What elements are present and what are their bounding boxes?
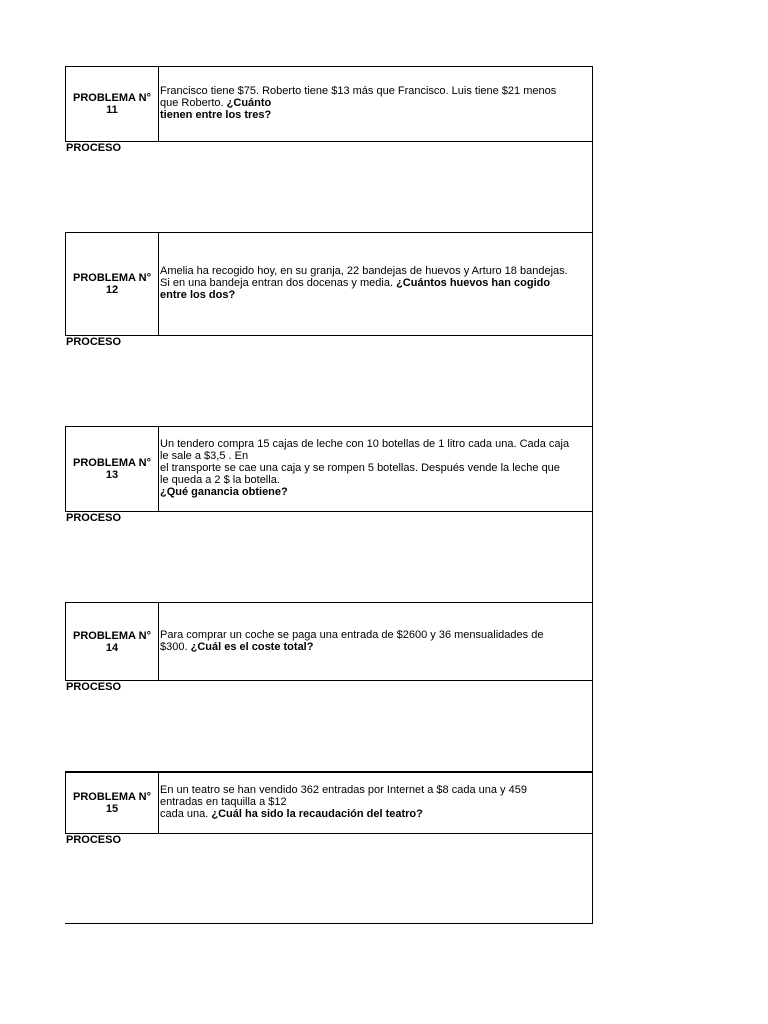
statement-line: $300. ¿Cuál es el coste total? [160, 641, 314, 653]
problem-block-14 [65, 602, 592, 772]
process-area[interactable] [65, 681, 593, 772]
statement-line: le queda a 2 $ la botella. [160, 474, 280, 486]
problem-block-13 [65, 426, 592, 603]
problem-row [65, 426, 593, 512]
statement-line: Para comprar un coche se paga una entrada de $2600 y 36 mensualidades de [160, 629, 544, 641]
problem-label: PROBLEMA N° [73, 457, 151, 469]
problem-statement [159, 233, 592, 335]
problem-label-cell [66, 67, 159, 141]
statement-line: cada una. ¿Cuál ha sido la recaudación del teatro? [160, 808, 423, 820]
problem-label: PROBLEMA N° [73, 791, 151, 803]
problem-label-cell [66, 773, 159, 833]
process-area[interactable] [65, 512, 593, 603]
statement-line: Si en una bandeja entran dos docenas y media. ¿Cuántos huevos han cogido [160, 277, 551, 289]
problem-row [65, 602, 593, 681]
problem-label: PROBLEMA N° [73, 92, 151, 104]
problem-label-cell [66, 603, 159, 680]
process-label: PROCESO [66, 834, 122, 846]
problem-statement [159, 67, 592, 141]
problem-block-15 [65, 772, 592, 924]
statement-line: Amelia ha recogido hoy, en su granja, 22 bandejas de huevos y Arturo 18 bandejas. [160, 265, 568, 277]
statement-line: Francisco tiene $75. Roberto tiene $13 más que Francisco. Luis tiene $21 menos [160, 85, 557, 97]
statement-line: tienen entre los tres? [160, 109, 272, 121]
problem-label: PROBLEMA N° [73, 629, 151, 642]
statement-line: entre los dos? [160, 289, 236, 301]
problem-block-12 [65, 232, 592, 427]
problem-row [65, 772, 593, 834]
statement-line: ¿Qué ganancia obtiene? [160, 486, 288, 498]
problem-number: 14 [105, 641, 119, 654]
statement-line: entradas en taquilla a $12 [160, 796, 287, 808]
problem-number: 11 [106, 104, 118, 116]
process-label: PROCESO [66, 512, 122, 524]
problem-label-cell [66, 427, 159, 511]
statement-line: que Roberto. ¿Cuánto [160, 97, 272, 109]
problem-number: 15 [105, 803, 119, 815]
problem-label: PROBLEMA N° [73, 272, 151, 284]
problem-number: 13 [105, 469, 119, 481]
problem-statement [159, 603, 592, 680]
process-area[interactable] [65, 336, 593, 427]
statement-line: Un tendero compra 15 cajas de leche con 10 botellas de 1 litro cada una. Cada caja [160, 438, 570, 450]
problem-statement [159, 773, 592, 833]
problem-number: 12 [105, 284, 119, 296]
process-area[interactable] [65, 834, 593, 924]
problem-block-11 [65, 66, 592, 233]
statement-line: le sale a $3,5 . En [160, 450, 249, 462]
process-label: PROCESO [66, 681, 122, 693]
problem-statement [159, 427, 592, 511]
statement-line: En un teatro se han vendido 362 entradas por Internet a $8 cada una y 459 [160, 784, 527, 796]
problem-row [65, 232, 593, 336]
problem-label-cell [66, 233, 159, 335]
process-label: PROCESO [66, 336, 122, 348]
statement-line: el transporte se cae una caja y se rompen 5 botellas. Después vende la leche que [160, 462, 560, 474]
problem-row [65, 66, 593, 142]
process-label: PROCESO [66, 142, 122, 154]
process-area[interactable] [65, 142, 593, 233]
